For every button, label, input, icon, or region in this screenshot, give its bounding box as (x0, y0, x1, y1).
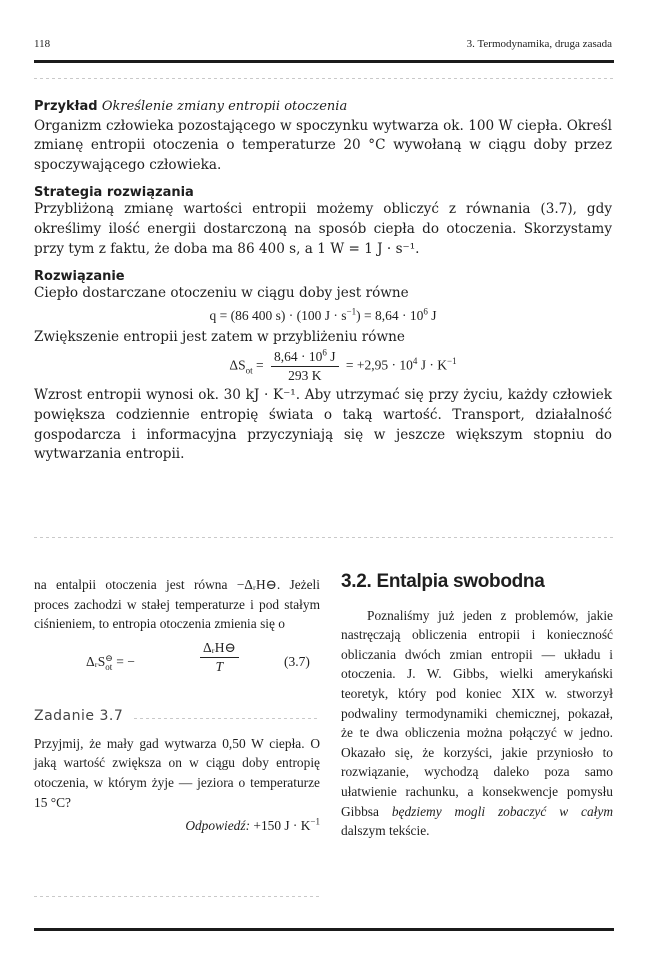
strategy-heading: Strategia rozwiązania (34, 185, 194, 201)
eq-s-rhs-unit: J · K (417, 357, 447, 373)
equation-q (34, 308, 612, 324)
equation-3-7 (34, 640, 320, 692)
section-text: Poznaliśmy już jeden z problemów, jakie nastręczają obliczenia entropii i konieczność obliczania dwóch zmian entropii — układu i otoczenia. J. W. Gibbs, wielki amerykański teoretyk, który pod koniec XIX w. stworzył podwaliny termodynamiki chemicznej, pokazał, że te dwa obliczenia można połączyć w jedno. Okazało się, że korzyści, jakie przyniosło to rozwiązanie, wychodzą daleko poza samo ułatwienie rachunku, a konsekwencje pomysłu Gibbsa (341, 607, 613, 819)
example-box (34, 97, 612, 465)
footer-rule (34, 928, 614, 931)
enthalpy-paragraph: na entalpii otoczenia jest równa −ΔᵣH⊖. Jeżeli proces zachodzi w stałej temperaturze i pod stałym ciśnieniem, to entropia otoczenia zmienia się o (34, 577, 320, 632)
eq37-label: (3.7) (284, 653, 310, 669)
exercise-title: Zadanie 3.7 (34, 707, 124, 724)
answer-label: Odpowiedź: (185, 818, 251, 834)
example-title-line (34, 97, 612, 117)
solution-heading: Rozwiązanie (34, 269, 125, 285)
right-column (341, 572, 613, 841)
exercise-text: Przyjmij, że mały gad wytwarza 0,50 W ciepła. O jaką wartość zwiększa on w ciągu doby entropię otoczenia, w którym żyje — jeziora o temperaturze 15 °C? (34, 735, 320, 810)
eq-q-unit: J (427, 307, 437, 323)
eq-s-rhs-unit-exp: −1 (447, 356, 457, 367)
left-footer-rule (34, 896, 320, 897)
eq-s-num-unit: J (326, 349, 336, 365)
eq-s-den: 293 K (288, 368, 322, 384)
eq-q-mid: ) = 8,64 · 10 (356, 307, 424, 323)
header-rule (34, 60, 614, 63)
eq-s-rhs: = +2,95 · 10 (345, 357, 413, 373)
eq-q-lhs: q = (86 400 s) · (100 J · s (209, 307, 347, 323)
section-text-end: dalszym tekście. (341, 823, 430, 839)
left-column (34, 575, 320, 836)
section-paragraph (341, 606, 613, 841)
eq-q-exp2: 6 (423, 306, 428, 317)
answer-value: +150 J · K (253, 818, 311, 834)
example-title: Określenie zmiany entropii otoczenia (101, 99, 348, 114)
running-title: 3. Termodynamika, druga zasada (466, 38, 612, 50)
eq37-lhs-sub: ot (105, 661, 113, 672)
example-top-rule (34, 78, 614, 79)
exercise-header (34, 706, 320, 728)
section-heading (341, 572, 613, 592)
eq-s-num: 8,64 · 10 (274, 349, 323, 365)
exercise-rule (134, 718, 320, 719)
eq37-fraction (200, 640, 239, 675)
increase-text: Zwiększenie entropii jest zatem w przybliżeniu równe (34, 328, 405, 345)
conclusion: Wzrost entropii wynosi ok. 30 kJ · K⁻¹. Aby utrzymać się przy życiu, każdy człowiek powiększa codziennie entropię świata o taką wartość. Transport, działalność gospodarcza i informacyjna przyczyniają się w jeszcze większym stopniu do wytwarzania entropii. (34, 387, 612, 463)
eq-s-fraction (271, 349, 339, 384)
eq37-den: T (215, 658, 224, 674)
eq-s-lhs: ΔS (229, 357, 246, 373)
eq-q-exp1: −1 (346, 306, 357, 317)
eq-s-num-exp: 6 (322, 347, 327, 358)
example-bottom-rule (34, 537, 614, 538)
solution-intro: Ciepło dostarczane otoczeniu w ciągu doby jest równe (34, 285, 409, 302)
equation-s: $\Delta S_{ot}$ = $\frac{8,64 \cdot 10^6 J}{293 K}$ = $+2,95 \cdot 10^4$ $J \cdot K^{-1}$ (229, 347, 457, 384)
eq-s-rhs-exp: 4 (412, 356, 418, 367)
strategy-text: Przybliżoną zmianę wartości entropii możemy obliczyć z równania (3.7), gdy określimy ilość energii dostarczoną na sposób ciepła do otoczenia. Skorzystamy przy tym z faktu, że doba ma 86 400 s, a 1 W = 1 J · s⁻¹. (34, 201, 612, 257)
page-number: 118 (34, 38, 51, 50)
exercise-answer (34, 816, 320, 836)
section-title: Entalpia swobodna (376, 571, 545, 592)
example-problem: Organizm człowieka pozostającego w spoczynku wytwarza ok. 100 W ciepła. Określ zmianę entropii otoczenia o temperaturze 20 °C wywołaną w ciągu doby przez spoczywającego człowieka. (34, 117, 612, 173)
answer-exp: −1 (310, 816, 320, 827)
eq37-lhs: ΔᵣS (86, 653, 106, 669)
section-text-italic: będziemy mogli zobaczyć w całym (391, 803, 613, 819)
section-number: 3.2. (341, 571, 372, 592)
eq37-equals: = − (116, 653, 135, 669)
eq37-lhs-sup: ⊖ (105, 652, 113, 663)
eq37-num: ΔᵣH⊖ (200, 640, 239, 658)
eq-s-lhs-sub: ot (245, 365, 253, 376)
example-label: Przykład (34, 99, 98, 114)
